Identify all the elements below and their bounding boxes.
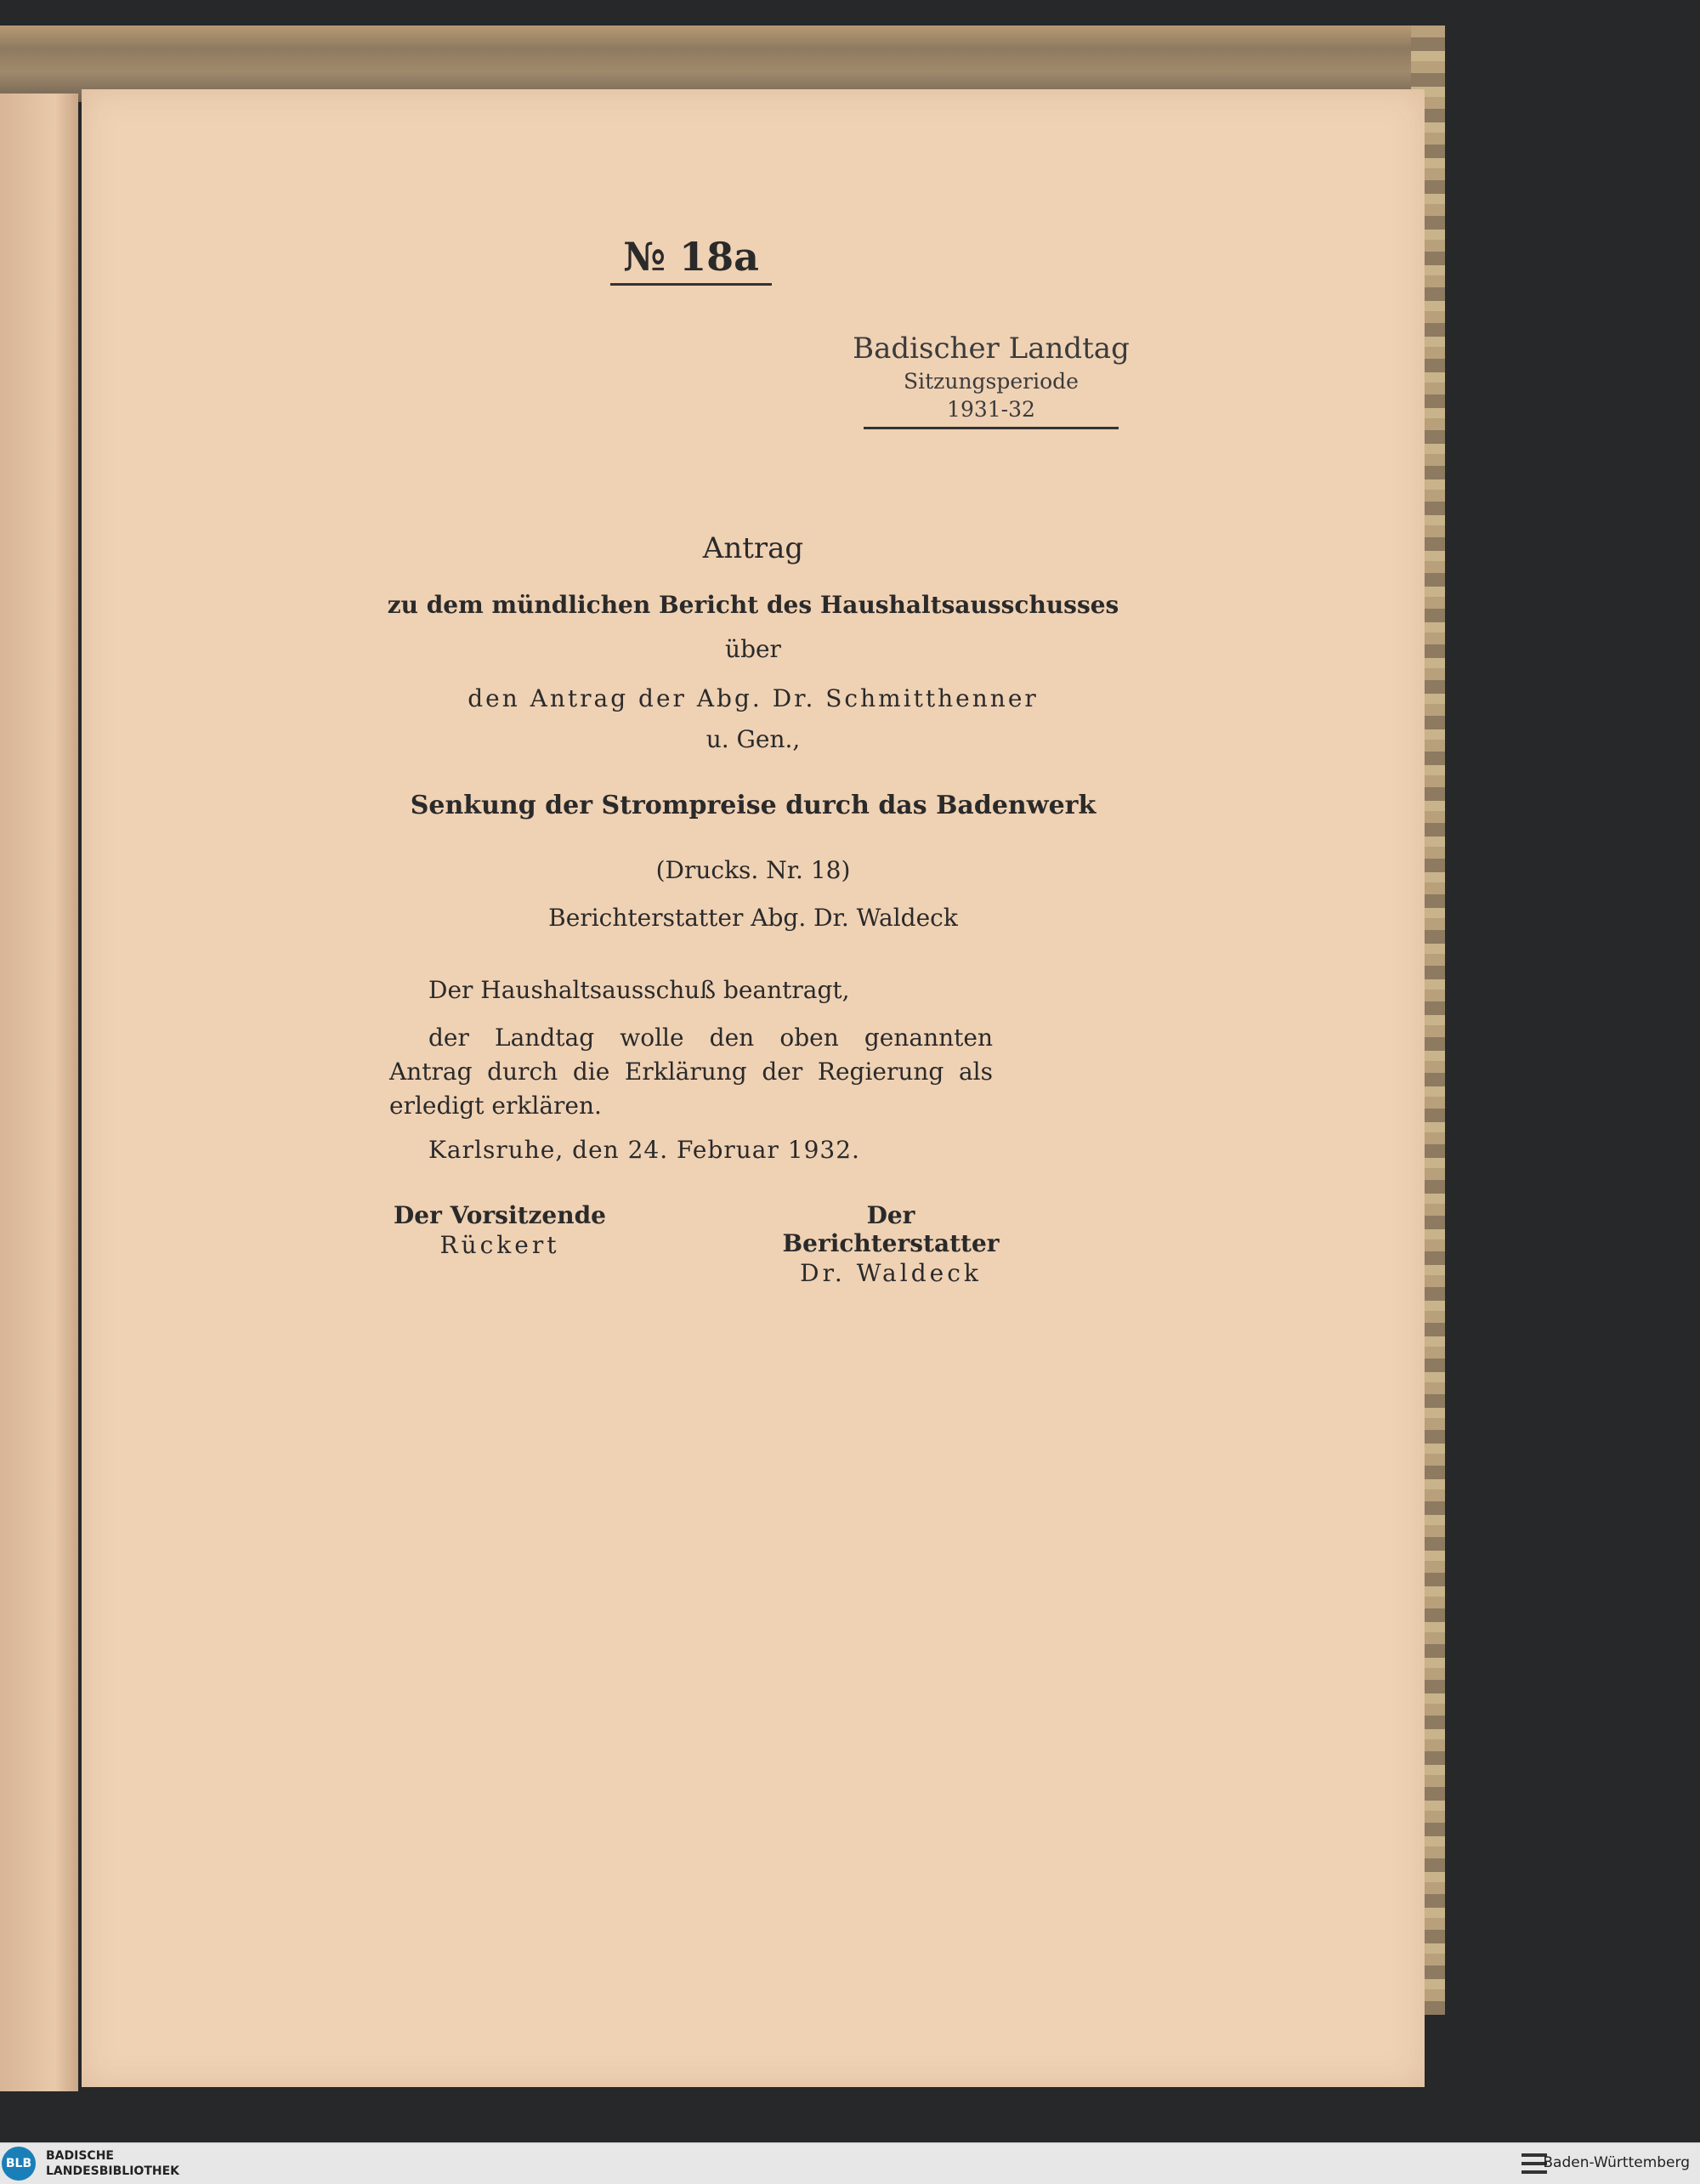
signature-right-role: Der Berichterstatter [782,1201,1000,1257]
bw-name[interactable]: Baden-Württemberg [1543,2154,1690,2171]
left-page-edge [0,94,78,2091]
paragraph-1: Der Haushaltsausschuß beantragt, [428,976,850,1004]
stamp-line-3: 1931-32 [947,397,1035,422]
document-title: Antrag [702,531,804,565]
footer-bar [0,2142,1700,2184]
blb-logo-icon[interactable]: BLB [2,2147,36,2181]
blb-name-line-1: BADISCHE [46,2149,114,2163]
landtag-stamp [847,332,1136,429]
signature-right-name: Dr. Waldeck [800,1259,982,1287]
line-den: den Antrag der Abg. Dr. Schmitthenner [468,684,1039,712]
stamp-line-2: Sitzungsperiode [904,369,1079,394]
document-page [82,89,1425,2087]
blb-name[interactable] [46,2148,179,2179]
place-date: Karlsruhe, den 24. Februar 1932. [428,1136,860,1164]
document-number: № 18a [610,234,772,286]
signature-right [772,1201,1010,1287]
stamp-line-1: Badischer Landtag [853,332,1130,366]
line-ugen: u. Gen., [706,725,801,753]
line-uber: über [725,635,781,663]
berichterstatter-line: Berichterstatter Abg. Dr. Waldeck [548,904,958,932]
stamp-rule [864,427,1119,429]
drucksache-ref: (Drucks. Nr. 18) [655,856,851,884]
signature-left-name: Rückert [439,1231,560,1259]
signature-left [389,1201,610,1259]
paragraph-2: der Landtag wolle den oben genannten Antrag durch die Erklärung der Regierung als erledigt erklären. [389,1024,993,1120]
signature-left-role: Der Vorsitzende [394,1201,606,1229]
line-zu: zu dem mündlichen Bericht des Haushaltsausschusses [387,591,1119,619]
subject-line: Senkung der Strompreise durch das Badenwerk [410,791,1096,820]
blb-name-line-2: LANDESBIBLIOTHEK [46,2164,180,2178]
